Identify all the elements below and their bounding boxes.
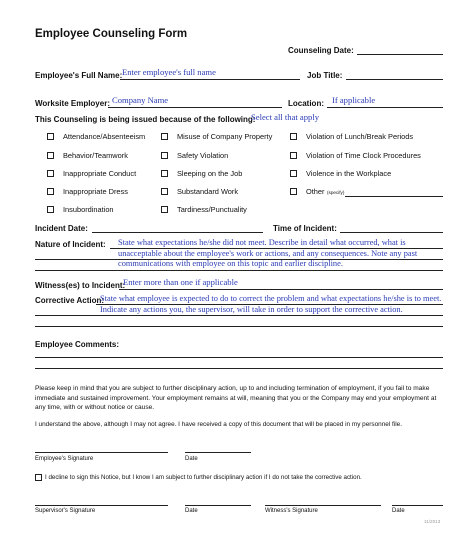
time-clock-option-label: Violation of Time Clock Procedures [306, 151, 421, 160]
corrective-input[interactable]: State what employee is expected to do to correct the problem and what expectations he/she is to meet. Indicate any actions you, the supervisor, will take in order to support the corrective action. [100, 294, 442, 314]
misuse-property-checkbox[interactable] [161, 133, 168, 140]
full-name-label: Employee's Full Name: [35, 71, 123, 80]
insubordination-option-label: Insubordination [63, 205, 114, 214]
employee-signature-field[interactable] [35, 452, 168, 453]
violence-option-label: Violence in the Workplace [306, 169, 392, 178]
full-name-input[interactable]: Enter employee's full name [122, 67, 216, 77]
supervisor-date-label: Date [185, 508, 198, 514]
corrective-label: Corrective Action: [35, 296, 105, 305]
other-checkbox[interactable] [290, 188, 297, 195]
supervisor-date-field[interactable] [185, 505, 251, 506]
conduct-option-label: Inappropriate Conduct [63, 169, 137, 178]
safety-checkbox[interactable] [161, 152, 168, 159]
misuse-property-option-label: Misuse of Company Property [177, 132, 273, 141]
safety-option-label: Safety Violation [177, 151, 229, 160]
dress-checkbox[interactable] [47, 188, 54, 195]
time-clock-checkbox[interactable] [290, 152, 297, 159]
comments-line-2[interactable] [35, 368, 443, 369]
issued-hint: Select all that apply [251, 112, 320, 122]
lunch-break-option-label: Violation of Lunch/Break Periods [306, 132, 414, 141]
nature-line-1 [110, 248, 443, 249]
tardiness-option-label: Tardiness/Punctuality [177, 205, 247, 214]
sleeping-option-label: Sleeping on the Job [177, 169, 243, 178]
corrective-line-2 [35, 315, 443, 316]
job-title-label: Job Title: [307, 71, 343, 80]
conduct-checkbox[interactable] [47, 170, 54, 177]
worksite-input[interactable]: Company Name [112, 95, 169, 105]
employee-date-label: Date [185, 456, 198, 462]
other-specify-field[interactable] [345, 196, 443, 197]
employee-date-field[interactable] [185, 452, 251, 453]
nature-input[interactable]: State what expectations he/she did not meet. Describe in detail what occurred, what is unacceptable about the employee's work or actions, and any consequences. Note any past communications with employee on this topic and earlier discipline. [118, 238, 418, 269]
dress-option-label: Inappropriate Dress [63, 187, 128, 196]
tardiness-checkbox[interactable] [161, 206, 168, 213]
decline-checkbox[interactable] [35, 474, 42, 481]
witness-underline [119, 289, 443, 290]
witness-date-label: Date [392, 508, 405, 514]
form-version-code: 11/2013 [424, 519, 441, 524]
behavior-option-label: Behavior/Teamwork [63, 151, 128, 160]
nature-line-2 [35, 259, 443, 260]
witness-input[interactable]: Enter more than one if applicable [123, 277, 238, 287]
location-underline [327, 107, 443, 108]
lunch-break-checkbox[interactable] [290, 133, 297, 140]
decline-statement: I decline to sign this Notice, but I know I am subject to further disciplinary action if I do not take the corrective action. [45, 474, 362, 481]
nature-label: Nature of Incident: [35, 240, 106, 249]
incident-time-field[interactable] [340, 232, 443, 233]
behavior-checkbox[interactable] [47, 152, 54, 159]
counseling-date-field[interactable] [357, 54, 443, 55]
corrective-line-3 [35, 326, 443, 327]
witness-signature-field[interactable] [265, 505, 381, 506]
witness-signature-label: Witness's Signature [265, 508, 318, 514]
nature-line-3 [35, 270, 443, 271]
counseling-date-label: Counseling Date: [288, 46, 354, 55]
incident-time-label: Time of Incident: [273, 224, 337, 233]
supervisor-signature-label: Supervisor's Signature [35, 508, 96, 514]
other-specify-label: (specify) [327, 190, 345, 195]
comments-label: Employee Comments: [35, 340, 120, 349]
form-title: Employee Counseling Form [35, 28, 188, 40]
corrective-line-1 [96, 304, 443, 305]
full-name-underline [120, 79, 300, 80]
insubordination-checkbox[interactable] [47, 206, 54, 213]
incident-date-field[interactable] [92, 232, 263, 233]
notice-paragraph: Please keep in mind that you are subject to further disciplinary action, up to and including termination of employment, if you fail to make immediate and sustained improvement. Your employment remains at will, meaning that you or the Company may end your employment at any time, with or without notice or cause. [35, 385, 437, 412]
employee-signature-label: Employee's Signature [35, 456, 94, 462]
job-title-field[interactable] [346, 79, 443, 80]
sleeping-checkbox[interactable] [161, 170, 168, 177]
issued-label: This Counseling is being issued because of the following: [35, 115, 256, 124]
witness-label: Witness(es) to Incident: [35, 281, 126, 290]
worksite-underline [108, 107, 282, 108]
worksite-label: Worksite Employer: [35, 99, 110, 108]
location-label: Location: [288, 99, 324, 108]
witness-date-field[interactable] [392, 505, 443, 506]
supervisor-signature-field[interactable] [35, 505, 168, 506]
substandard-checkbox[interactable] [161, 188, 168, 195]
attendance-option-label: Attendance/Absenteeism [63, 132, 146, 141]
substandard-option-label: Substandard Work [177, 187, 239, 196]
comments-line-1[interactable] [35, 357, 443, 358]
other-option-label: Other [306, 187, 325, 196]
location-input[interactable]: If applicable [332, 95, 376, 105]
incident-date-label: Incident Date: [35, 224, 88, 233]
violence-checkbox[interactable] [290, 170, 297, 177]
attendance-checkbox[interactable] [47, 133, 54, 140]
understand-statement: I understand the above, although I may not agree. I have received a copy of this document that will be placed in my personnel file. [35, 421, 402, 428]
